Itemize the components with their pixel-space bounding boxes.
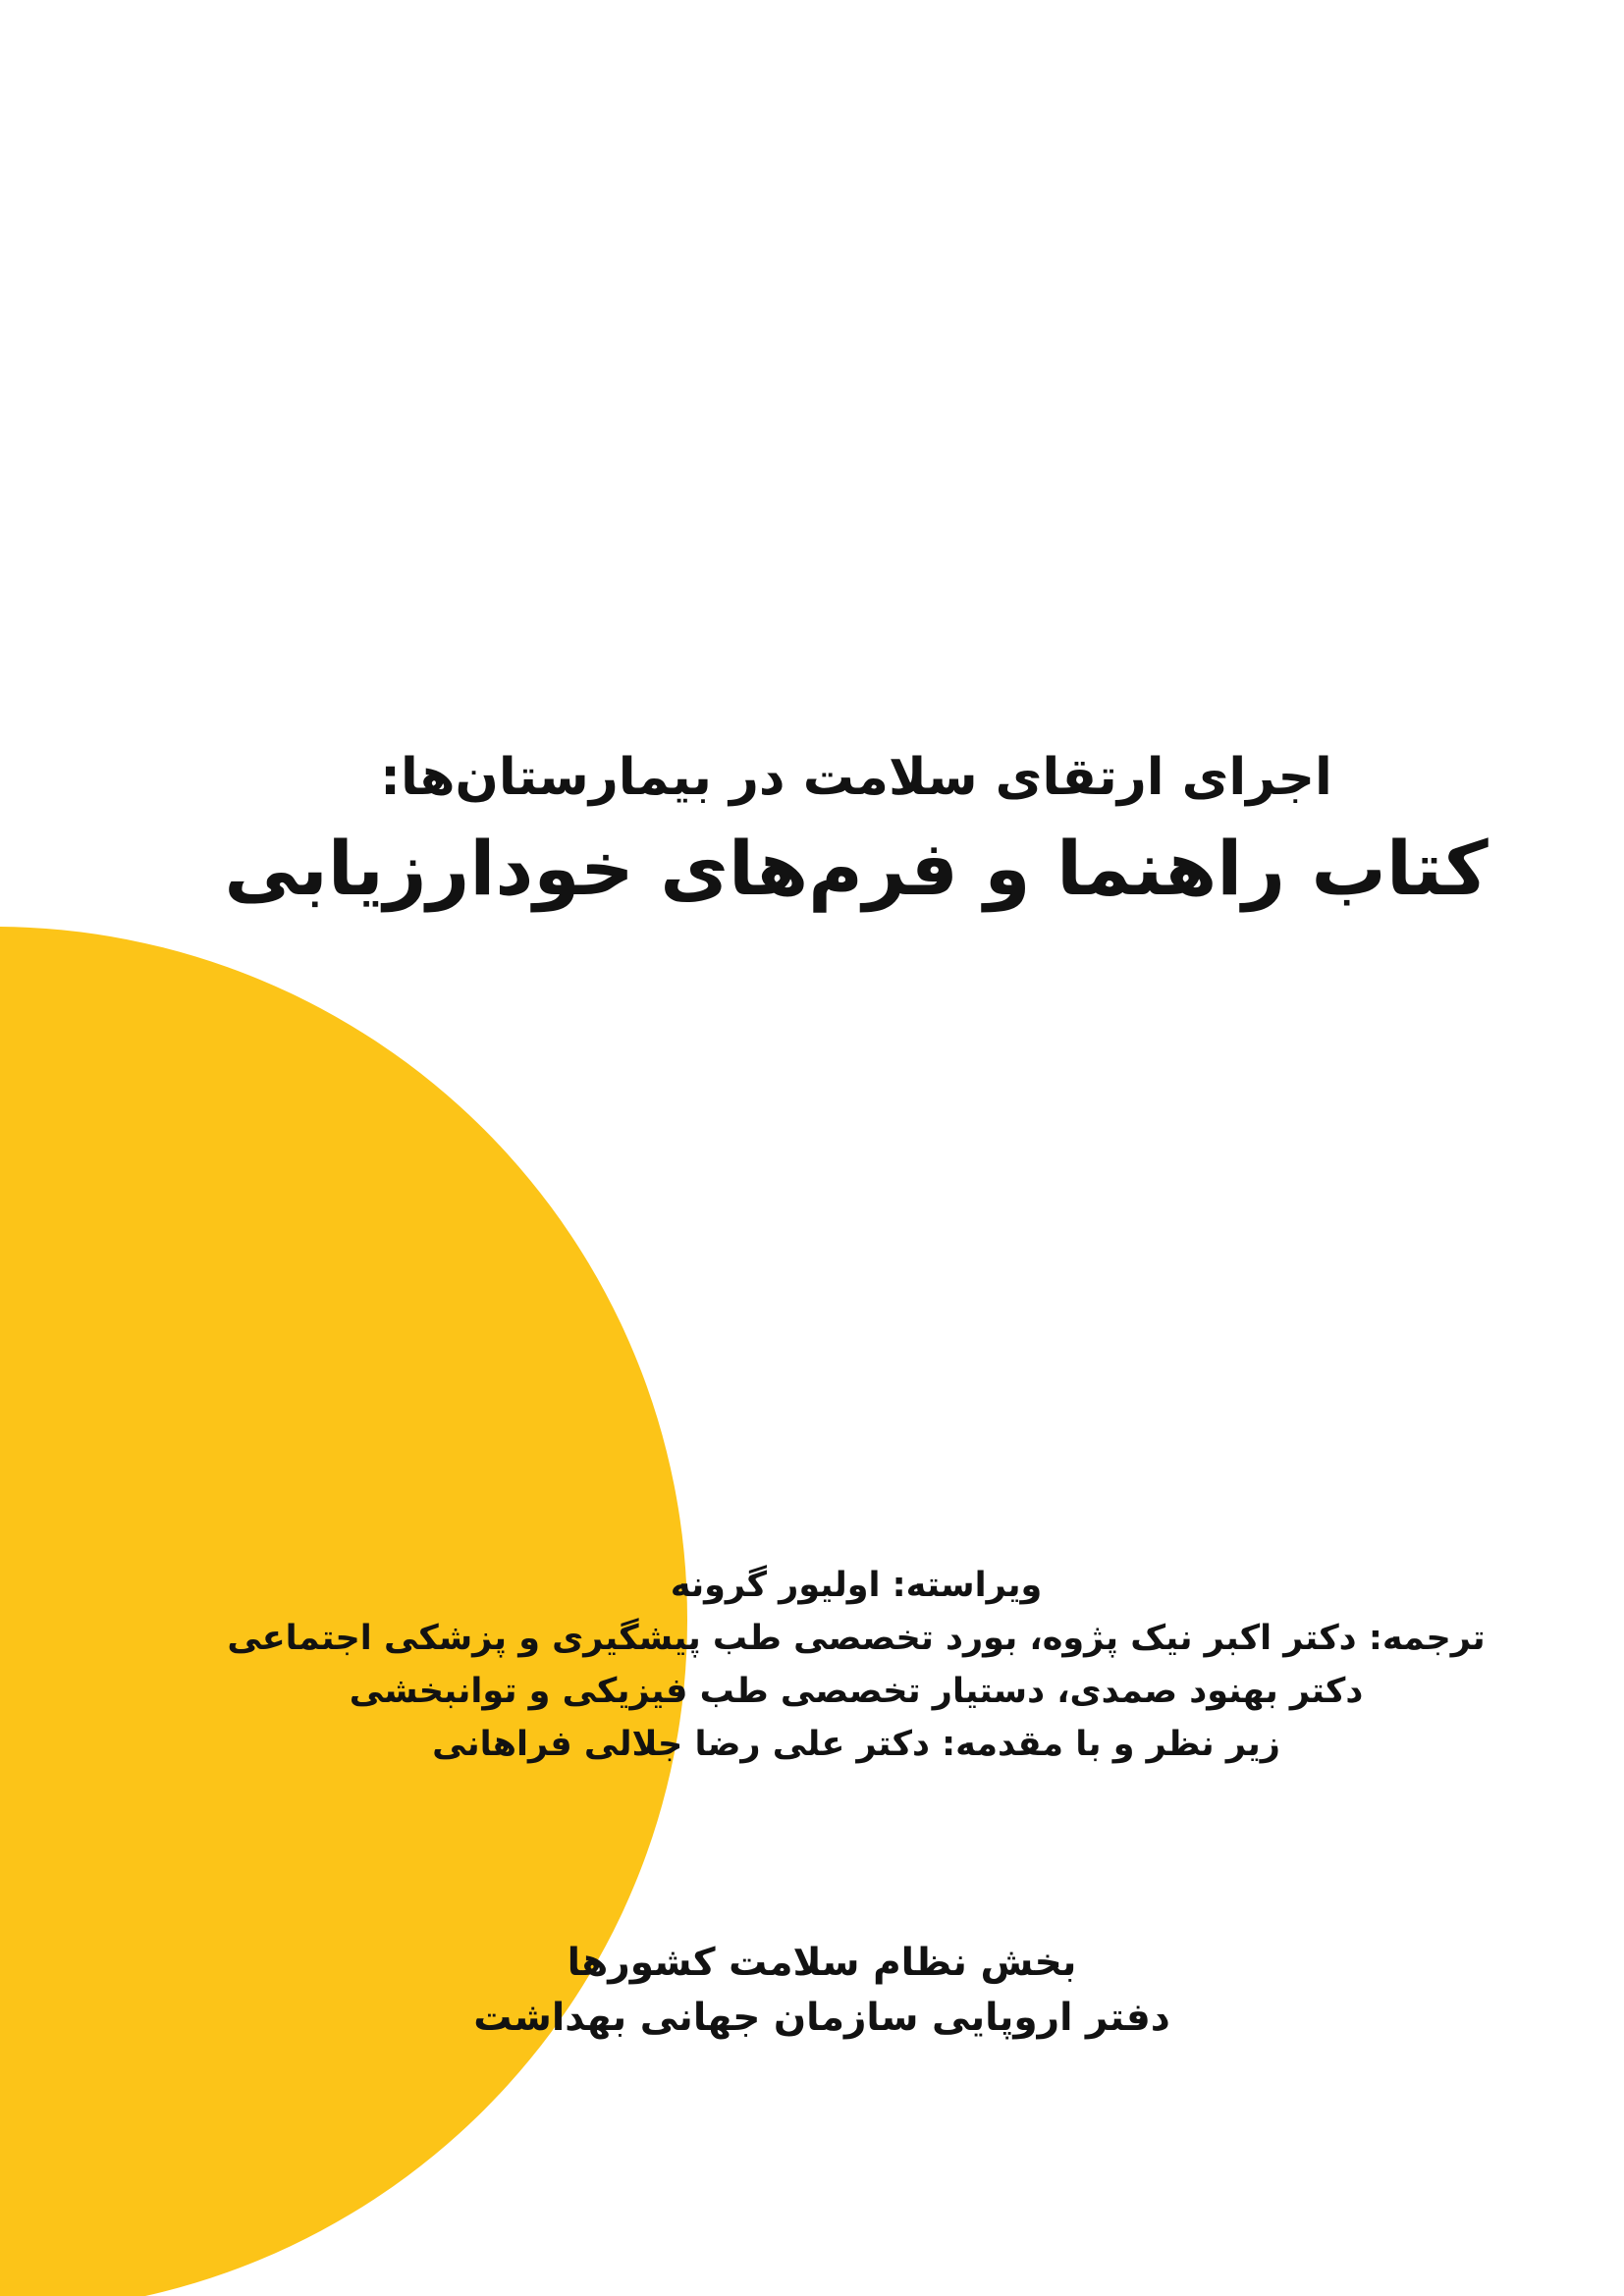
editor-credit-line: ویراسته: اولیور گرونه: [670, 1566, 1043, 1605]
book-title: کتاب راهنما و فرم‌های خودارزیابی: [224, 825, 1489, 912]
publisher-division-line: بخش نظام سلامت کشورها: [567, 1941, 1077, 1985]
publisher-block: [10, 1936, 1624, 2046]
title-block: [44, 746, 1624, 915]
credits-block: [44, 1559, 1624, 1771]
supervisor-credit-line: زیر نظر و با مقدمه: دکتر علی رضا جلالی فراهانی: [432, 1725, 1280, 1764]
book-subtitle: اجرای ارتقای سلامت در بیمارستان‌ها:: [380, 748, 1332, 807]
translator-credit-line-2: دکتر بهنود صمدی، دستیار تخصصی طب فیزیکی و توانبخشی: [349, 1672, 1364, 1711]
publisher-office-line: دفتر اروپایی سازمان جهانی بهداشت: [473, 1996, 1170, 2040]
translator-credit-line-1: ترجمه: دکتر اکبر نیک پژوه، بورد تخصصی طب پیشگیری و پزشکی اجتماعی: [227, 1619, 1486, 1658]
